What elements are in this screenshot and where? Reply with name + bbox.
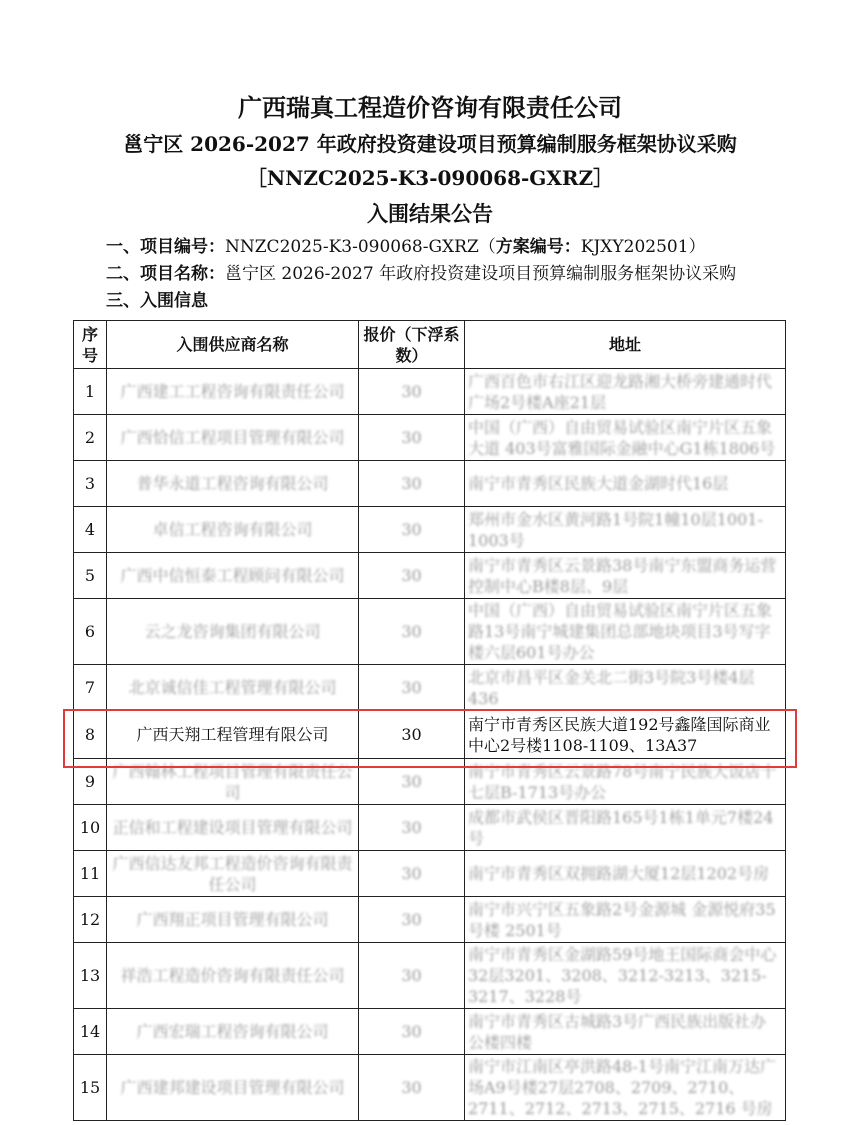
info-project-name: 二、项目名称：邕宁区 2026-2027 年政府投资建设项目预算编制服务框架协议采购 (106, 264, 737, 284)
supplier-name: 广西翰林工程项目管理有限责任公司 (107, 759, 359, 805)
price-coefficient: 30 (359, 1009, 465, 1055)
header-price: 报价（下浮系数） (359, 321, 465, 369)
row-number: 10 (74, 805, 107, 851)
table-row (74, 1055, 786, 1121)
supplier-address: 北京市昌平区金关北二街3号院3号楼4层436 (465, 665, 786, 711)
price-coefficient: 30 (359, 759, 465, 805)
info-project-number: 一、项目编号：NNZC2025-K3-090068-GXRZ（方案编号：KJXY202501） (106, 237, 706, 257)
supplier-address: 成都市武侯区晋阳路165号1栋1单元7楼24号 (465, 805, 786, 851)
supplier-address: 中国（广西）自由贸易试验区南宁片区五象大道 403号富雅国际金融中心G1栋1806号 (465, 415, 786, 461)
row-number: 3 (74, 461, 107, 507)
table-row (74, 665, 786, 711)
table-row (74, 897, 786, 943)
price-coefficient: 30 (359, 711, 465, 759)
supplier-address: 南宁市青秀区民族大道金湖时代16层 (465, 461, 786, 507)
info-shortlist-heading: 三、入围信息 (106, 291, 208, 311)
supplier-name: 广西建工工程咨询有限责任公司 (107, 369, 359, 415)
supplier-address: 南宁市青秀区双拥路湖大厦12层1202号房 (465, 851, 786, 897)
price-coefficient: 30 (359, 805, 465, 851)
price-coefficient: 30 (359, 897, 465, 943)
supplier-address: 南宁市江南区亭洪路48-1号南宁江南万达广场A9号楼27层2708、2709、2710、2711、2712、2713、2715、2716 号房 (465, 1055, 786, 1121)
header-supplier: 入围供应商名称 (107, 321, 359, 369)
price-coefficient: 30 (359, 1055, 465, 1121)
project-code: ［NNZC2025-K3-090068-GXRZ］ (246, 166, 614, 190)
row-number: 15 (74, 1055, 107, 1121)
supplier-address: 南宁市青秀区金湖路59号地王国际商会中心32层3201、3208、3212-3213、3215-3217、3228号 (465, 943, 786, 1009)
supplier-address: 南宁市青秀区古城路3号广西民族出版社办公楼四楼 (465, 1009, 786, 1055)
row-number: 13 (74, 943, 107, 1009)
supplier-name: 广西恰信工程项目管理有限公司 (107, 415, 359, 461)
supplier-name: 普华永道工程咨询有限公司 (107, 461, 359, 507)
table-row (74, 461, 786, 507)
supplier-address: 广西百色市右江区迎龙路湘大桥旁建通时代广场2号楼A座21层 (465, 369, 786, 415)
table-row (74, 415, 786, 461)
supplier-name: 卓信工程咨询有限公司 (107, 507, 359, 553)
supplier-name: 正信和工程建设项目管理有限公司 (107, 805, 359, 851)
row-number: 7 (74, 665, 107, 711)
price-coefficient: 30 (359, 553, 465, 599)
supplier-address: 南宁市青秀区云景路38号南宁东盟商务运营控制中心B楼8层、9层 (465, 553, 786, 599)
header-address: 地址 (465, 321, 786, 369)
table-row (74, 553, 786, 599)
supplier-name: 广西天翔工程管理有限公司 (107, 711, 359, 759)
supplier-name: 祥浩工程造价咨询有限责任公司 (107, 943, 359, 1009)
supplier-address: 郑州市金水区黄河路1号院1幢10层1001-1003号 (465, 507, 786, 553)
row-number: 11 (74, 851, 107, 897)
supplier-address: 中国（广西）自由贸易试验区南宁片区五象路13号南宁城建集团总部地块项目3号写字楼六层601号办公 (465, 599, 786, 665)
row-number: 1 (74, 369, 107, 415)
table-row (74, 369, 786, 415)
project-title: 邕宁区 2026-2027 年政府投资建设项目预算编制服务框架协议采购 (123, 132, 737, 156)
row-number: 12 (74, 897, 107, 943)
row-number: 8 (74, 711, 107, 759)
price-coefficient: 30 (359, 461, 465, 507)
price-coefficient: 30 (359, 415, 465, 461)
table-row (74, 943, 786, 1009)
row-number: 6 (74, 599, 107, 665)
highlight-box (63, 709, 797, 768)
row-number: 4 (74, 507, 107, 553)
supplier-name: 广西建邦建设项目管理有限公司 (107, 1055, 359, 1121)
supplier-name: 北京诚信佳工程管理有限公司 (107, 665, 359, 711)
supplier-address: 南宁市兴宁区五象路2号金源城 金源悦府35号楼 2501号 (465, 897, 786, 943)
supplier-address: 南宁市青秀区民族大道192号鑫隆国际商业中心2号楼1108-1109、13A37 (465, 711, 786, 759)
price-coefficient: 30 (359, 943, 465, 1009)
row-number: 2 (74, 415, 107, 461)
table-row (74, 599, 786, 665)
table-row (74, 805, 786, 851)
row-number: 14 (74, 1009, 107, 1055)
supplier-name: 广西翔正项目管理有限公司 (107, 897, 359, 943)
notice-title: 入围结果公告 (367, 201, 493, 226)
price-coefficient: 30 (359, 369, 465, 415)
supplier-name: 广西中信恒泰工程顾问有限公司 (107, 553, 359, 599)
row-number: 5 (74, 553, 107, 599)
supplier-name: 云之龙咨询集团有限公司 (107, 599, 359, 665)
price-coefficient: 30 (359, 665, 465, 711)
table-row (74, 851, 786, 897)
supplier-name: 广西信达友邦工程造价咨询有限责任公司 (107, 851, 359, 897)
table-row (74, 507, 786, 553)
price-coefficient: 30 (359, 851, 465, 897)
supplier-name: 广西宏瑞工程咨询有限公司 (107, 1009, 359, 1055)
price-coefficient: 30 (359, 599, 465, 665)
page-title: 广西瑞真工程造价咨询有限责任公司 (238, 93, 622, 122)
price-coefficient: 30 (359, 507, 465, 553)
supplier-address: 南宁市青秀区云景路78号南宁民族大饭店十七层B-1713号办公 (465, 759, 786, 805)
row-number: 9 (74, 759, 107, 805)
header-no: 序号 (74, 321, 107, 369)
table-row (74, 1009, 786, 1055)
